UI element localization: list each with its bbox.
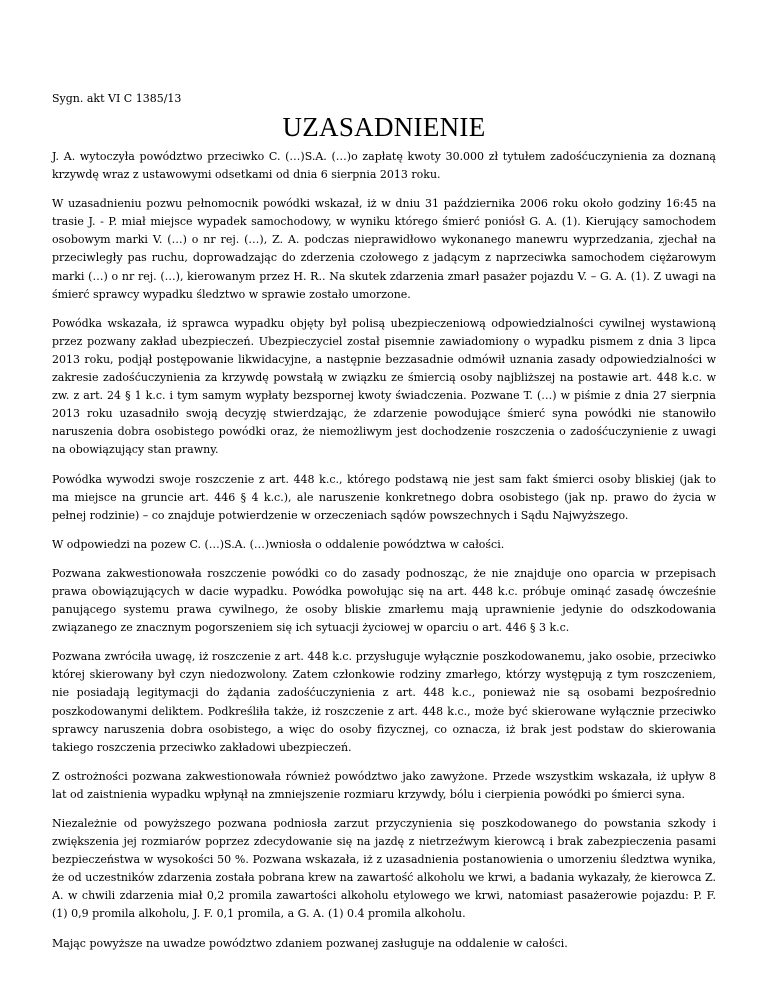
paragraph-8: Z ostrożności pozwana zakwestionowała również powództwo jako zawyżone. Przede wszystkim wskazała, iż upływ 8 lat od zaistnienia wypadku wpłynął na zmniejszenie rozmiaru krzywdy, bólu i cierpienia powódki po śmierci syna. bbox=[52, 769, 716, 801]
paragraph-5: W odpowiedzi na pozew C. (…)S.A. (…)wniosła o oddalenie powództwa w całości. bbox=[52, 537, 505, 551]
paragraph-3: Powódka wskazała, iż sprawca wypadku objęty był polisą ubezpieczeniową odpowiedzialności cywilnej wystawioną przez pozwany zakład ubezpieczeń. Ubezpieczyciel został pisemnie zawiadomiony o wypadku pismem z dnia 3 lipca 2013 roku, podjął postępowanie likwidacyjne, a następnie bezzasadnie odmówił uznania zasady odpowiedzialności w zakresie zadośćuczynienia za krzywdę powstałą w związku ze śmiercią osoby najbliższej na postawie art. 448 k.c. w zw. z art. 24 § 1 k.c. i tym samym wypłaty bezspornej kwoty świadczenia. Pozwane T. (…) w piśmie z dnia 27 sierpnia 2013 roku uzasadniło swoją decyzję stwierdzając, że zdarzenie powodujące śmierć syna powódki nie stanowiło naruszenia dobra osobistego powódki oraz, że niemożliwym jest dochodzenie roszczenia o zadośćuczynienie z uwagi na obowiązujący stan prawny. bbox=[52, 316, 716, 457]
paragraph-4: Powódka wywodzi swoje roszczenie z art. 448 k.c., którego podstawą nie jest sam fakt śmierci osoby bliskiej (jak to ma miejsce na gruncie art. 446 § 4 k.c.), ale naruszenie konkretnego dobra osobistego (jak np. prawo do życia w pełnej rodzinie) – co znajduje potwierdzenie w orzeczeniach sądów powszechnych i Sądu Najwyższego. bbox=[52, 472, 716, 522]
paragraph-6: Pozwana zakwestionowała roszczenie powódki co do zasady podnosząc, że nie znajduje ono oparcia w przepisach prawa obowiązujących w dacie wypadku. Powódka powołując się na art. 448 k.c. próbuje ominąć zasadę ówcześnie panującego systemu prawa cywilnego, że osoby bliskie zmarłemu mają uprawnienie jedynie do odszkodowania związanego ze znacznym pogorszeniem się ich sytuacji życiowej w oparciu o art. 446 § 3 k.c. bbox=[52, 566, 716, 635]
document-title: UZASADNIENIE bbox=[282, 112, 486, 142]
document-body bbox=[52, 148, 716, 964]
paragraph-1: J. A. wytoczyła powództwo przeciwko C. (…)S.A. (…)o zapłatę kwoty 30.000 zł tytułem zadośćuczynienia za doznaną krzywdę wraz z ustawowymi odsetkami od dnia 6 sierpnia 2013 roku. bbox=[52, 150, 716, 182]
paragraph-9: Niezależnie od powyższego pozwana podniosła zarzut przyczynienia się poszkodowanego do powstania szkody i zwiększenia jej rozmiarów poprzez zdecydowanie się na jazdę z nietrzeźwym kierowcą i brak zabezpieczenia pasami bezpieczeństwa w wysokości 50 %. Pozwana wskazała, iż z uzasadnienia postanowienia o umorzeniu śledztwa wynika, że od uczestników zdarzenia została pobrana krew na zawartość alkoholu we krwi, a badania wykazały, że kierowca Z. A. w chwili zdarzenia miał 0,2 promila zawartości alkoholu etylowego we krwi, natomiast pasażerowie pojazdu: P. F. (1) 0,9 promila alkoholu, J. F. 0,1 promila, a G. A. (1) 0.4 promila alkoholu. bbox=[52, 817, 716, 921]
paragraph-2: W uzasadnieniu pozwu pełnomocnik powódki wskazał, iż w dniu 31 października 2006 roku około godziny 16:45 na trasie J. - P. miał miejsce wypadek samochodowy, w wyniku którego śmierć poniósł G. A. (1). Kierujący samochodem osobowym marki V. (…) o nr rej. (…), Z. A. podczas nieprawidłowo wykonanego manewru wyprzedzania, zjechał na przeciwległy pas ruchu, doprowadzając do zderzenia czołowego z jadącym z naprzeciwka samochodem ciężarowym marki (…) o nr rej. (…), kierowanym przez H. R.. Na skutek zdarzenia zmarł pasażer pojazdu V. – G. A. (1). Z uwagi na śmierć sprawcy wypadku śledztwo w sprawie zostało umorzone. bbox=[52, 197, 716, 301]
paragraph-7: Pozwana zwróciła uwagę, iż roszczenie z art. 448 k.c. przysługuje wyłącznie poszkodowanemu, jako osobie, przeciwko której skierowany był czyn niedozwolony. Zatem członkowie rodziny zmarłego, którzy występują z tym roszczeniem, nie posiadają legitymacji do żądania zadośćuczynienia z art. 448 k.c., ponieważ nie są osobami bezpośrednio poszkodowanymi deliktem. Podkreśliła także, iż roszczenie z art. 448 k.c., może być skierowane wyłącznie przeciwko sprawcy naruszenia dobra osobistego, a więc do osoby fizycznej, co oznacza, iż brak jest podstaw do skierowania takiego roszczenia przeciwko zakładowi ubezpieczeń. bbox=[52, 650, 716, 754]
paragraph-10: Mając powyższe na uwadze powództwo zdaniem pozwanej zasługuje na oddalenie w całości. bbox=[52, 936, 568, 950]
case-signature: Sygn. akt VI C 1385/13 bbox=[52, 92, 182, 105]
